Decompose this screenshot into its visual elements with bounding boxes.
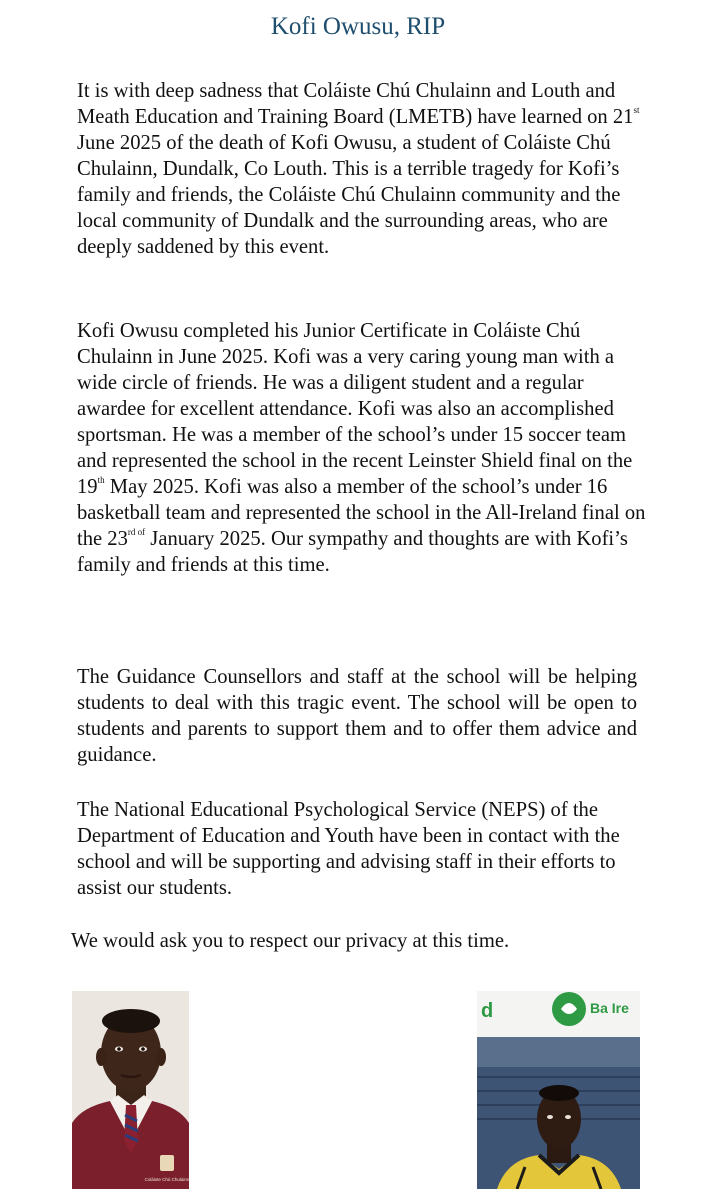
banner-left-text: d (481, 1000, 494, 1022)
paragraph-neps: The National Educational Psychological Service (NEPS) of the Department of Education and Youth have been in contact with the school and will be supporting and advising staff in their efforts to assist our students. (77, 799, 620, 899)
p2-text-a: Kofi Owusu completed his Junior Certificate in Coláiste Chú Chulainn in June 2025. Kofi was a very caring young man with a wide circle of friends. He was a diligent student and a regular awardee for excellent attendance. Kofi was also an accomplished sportsman. He was a member of the school’s under 15 soccer team and represented the school in the recent Leinster Shield final on the 19 (77, 320, 633, 498)
p1-text-b: June 2025 of the death of Kofi Owusu, a student of Coláiste Chú Chulainn, Dundalk, Co Louth. This is a terrible tragedy for Kofi’s family and friends, the Coláiste Chú Chulainn community and the local community of Dundalk and the surrounding areas, who are deeply saddened by this event. (77, 132, 621, 258)
p2-text-c: January 2025. Our sympathy and thoughts are with Kofi’s family and friends at this time. (77, 528, 628, 576)
page-title: Kofi Owusu, RIP (270, 13, 446, 40)
p2-ordinal-1: th (97, 475, 105, 485)
portrait-illustration (72, 991, 189, 1189)
p1-ordinal: st (633, 105, 640, 115)
basketball-photo (477, 991, 640, 1189)
p2-text-b: May 2025. Kofi was also a member of the school’s under 16 basketball team and represented the school in the All-Ireland final on the 23 (77, 476, 646, 550)
paragraph-guidance: The Guidance Counsellors and staff at the school will be helping students to deal with this tragic event. The school will be open to students and parents to support them and to offer them advice and guidance. (77, 666, 637, 766)
portrait-photo (72, 991, 189, 1189)
paragraph-privacy: We would ask you to respect our privacy at this time. (71, 930, 510, 952)
p1-text-a: It is with deep sadness that Coláiste Chú Chulainn and Louth and Meath Education and Training Board (LMETB) have learned on 21 (77, 80, 634, 128)
basketball-illustration (477, 991, 640, 1189)
p2-ordinal-2: rd of (127, 527, 146, 537)
banner-right-text: Ba Ire (590, 1000, 629, 1016)
paragraph-biography (77, 318, 657, 578)
paragraph-announcement (77, 78, 657, 260)
school-badge-text: Coláiste Chú Chulainn (144, 1177, 189, 1182)
